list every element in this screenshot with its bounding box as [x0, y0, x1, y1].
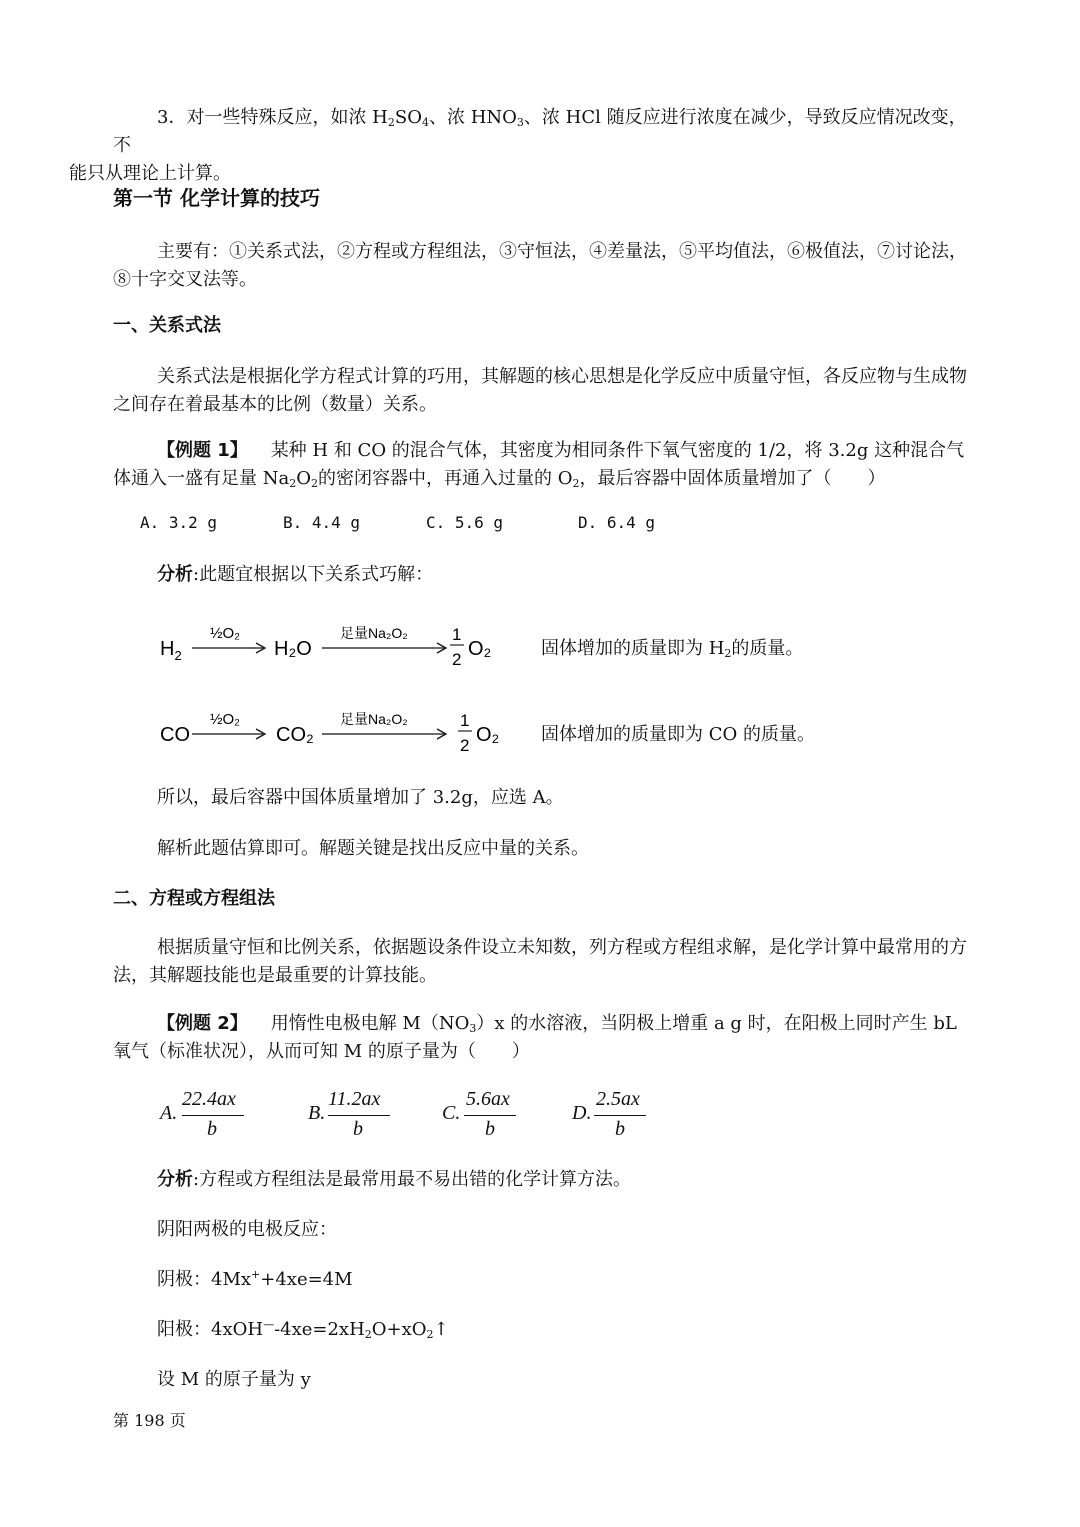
denominator: b: [615, 1118, 625, 1140]
text: 的质量。: [731, 638, 804, 659]
fraction-option-d: [572, 1088, 652, 1148]
denominator: b: [485, 1118, 495, 1140]
option-letter: B.: [308, 1102, 326, 1124]
analysis-1: [157, 562, 433, 588]
equation-1: [158, 616, 518, 676]
text: 阴极：4Mx: [157, 1269, 252, 1290]
text: 、浓 HNO: [428, 107, 517, 128]
up-arrow-icon: ↑: [433, 1319, 449, 1340]
example-tag: 【例题 1】: [157, 440, 248, 461]
eq2-over1: ½O₂: [210, 711, 240, 728]
text: 能只从理论上计算。: [69, 163, 231, 184]
eq1-reactant: $H_2$: [160, 638, 182, 663]
fraction-option-b: [308, 1088, 398, 1148]
numerator: 5.6ax: [466, 1088, 510, 1110]
electrode-title: 阴阳两极的电极反应：: [157, 1219, 337, 1240]
option-d: D. 6.4 g: [578, 513, 656, 532]
denominator: b: [207, 1118, 217, 1140]
equation-description: 根据质量守恒和比例关系，依据题设条件设立未知数，列方程或方程组求解，是化学计算中最常用的方法，其解题技能也是最重要的计算技能。: [113, 937, 967, 986]
eq1-mid: H₂O: [274, 638, 312, 660]
eq2-product: O₂: [476, 724, 500, 746]
numerator: 22.4ax: [182, 1088, 236, 1110]
eq1-product: O₂: [468, 638, 492, 660]
subscript: 2: [310, 477, 318, 490]
fraction-option-c: [442, 1088, 522, 1148]
eq1-over1: ½O₂: [210, 625, 240, 642]
denominator: b: [353, 1118, 363, 1140]
example-2: [113, 1010, 968, 1066]
subscript: 3: [469, 1022, 477, 1035]
fraction-bar: [328, 1115, 390, 1116]
text: SO: [394, 107, 422, 128]
text: :方程或方程组法是最常用最不易出错的化学计算方法。: [193, 1169, 632, 1190]
option-c: C. 5.6 g: [426, 513, 504, 532]
page-number: 第 198 页: [113, 1411, 186, 1430]
fraction-bar: [594, 1115, 646, 1116]
eq2-reactant: CO: [160, 724, 190, 746]
eq1-over2: 足量Na₂O₂: [340, 625, 408, 641]
text: 固体增加的质量即为 H: [541, 638, 725, 659]
superscript: +: [251, 1268, 261, 1281]
text: +4xe=4M: [260, 1269, 353, 1290]
analysis-label: 分析: [157, 1169, 193, 1190]
text: 用惰性电极电解 M（NO: [270, 1013, 470, 1034]
text: :此题宜根据以下关系式巧解：: [193, 564, 434, 585]
text: 某种 H 和 CO 的混合气体，其密度为相同条件下氧气密度的 1/2，将 3.2g 这种混合气体通入一盛有足量 Na: [113, 440, 965, 489]
option-letter: D.: [572, 1102, 592, 1124]
text: ）x 的水溶液，当阴极上增重 a g 时，在阳极上同时产生 bL 氧气（标准状况），从而可知 M 的原子量为（ ）: [113, 1013, 957, 1062]
paragraph-3: [69, 104, 968, 188]
heading-relation-method: 一、关系式法: [113, 315, 221, 336]
text: 3．对一些特殊反应，如浓 H: [157, 107, 388, 128]
anode-reaction: [157, 1317, 449, 1343]
subscript: 2: [426, 1328, 434, 1341]
conclusion-line: 所以，最后容器中国体质量增加了 3.2g，应选 A。: [157, 787, 564, 808]
option-b: B. 4.4 g: [283, 513, 361, 532]
text: O+xO: [371, 1319, 427, 1340]
eq1-frac-num: 1: [452, 625, 462, 644]
superscript: —: [263, 1318, 275, 1331]
parse-line: 解析此题估算即可。解题关键是找出反应中量的关系。: [157, 838, 589, 859]
equation-2: [158, 702, 518, 762]
section-title: 第一节 化学计算的技巧: [113, 186, 320, 210]
subscript: 4: [421, 116, 429, 129]
text: ，最后容器中固体质量增加了（ ）: [579, 468, 886, 489]
cathode-reaction: [157, 1267, 353, 1293]
eq2-frac-den: 2: [460, 736, 470, 755]
option-a: A. 3.2 g: [140, 513, 218, 532]
methods-paragraph: 主要有：①关系式法，②方程或方程组法，③守恒法，④差量法，⑤平均值法，⑥极值法，⑦讨论法，⑧十字交叉法等。: [113, 241, 967, 290]
subscript: 2: [572, 477, 580, 490]
subscript: 3: [516, 116, 524, 129]
eq1-note: [541, 634, 803, 660]
option-letter: A.: [160, 1102, 178, 1124]
subscript: 2: [289, 477, 297, 490]
example-tag: 【例题 2】: [157, 1013, 248, 1034]
eq1-frac-den: 2: [452, 650, 462, 669]
text: 阳极：4xOH: [157, 1319, 264, 1340]
subscript: 2: [364, 1328, 372, 1341]
set-m-line: 设 M 的原子量为 y: [157, 1369, 311, 1390]
eq2-over2: 足量Na₂O₂: [340, 711, 408, 727]
eq2-note: 固体增加的质量即为 CO 的质量。: [541, 724, 815, 745]
eq2-frac-num: 1: [460, 711, 470, 730]
fraction-option-a: [160, 1088, 250, 1148]
subscript: 2: [387, 116, 395, 129]
option-letter: C.: [442, 1102, 461, 1124]
numerator: 11.2ax: [328, 1088, 381, 1110]
fraction-bar: [182, 1115, 244, 1116]
example-1: [113, 437, 968, 493]
text: -4xe=2xH: [274, 1319, 365, 1340]
text: O: [296, 468, 311, 489]
eq2-mid: CO₂: [276, 724, 314, 746]
heading-equation-method: 二、方程或方程组法: [113, 888, 275, 909]
analysis-2: [157, 1167, 631, 1193]
text: 的密闭容器中，再通入过量的 O: [317, 468, 573, 489]
subscript: 2: [724, 647, 732, 660]
fraction-bar: [464, 1115, 516, 1116]
text: 、浓 HCl 随反应进行浓度在减少，导致反应情况改变，不: [113, 107, 967, 156]
relation-description: 关系式法是根据化学方程式计算的巧用，其解题的核心思想是化学反应中质量守恒，各反应物与生成物之间存在着最基本的比例（数量）关系。: [113, 366, 967, 415]
analysis-label: 分析: [157, 564, 193, 585]
numerator: 2.5ax: [596, 1088, 640, 1110]
